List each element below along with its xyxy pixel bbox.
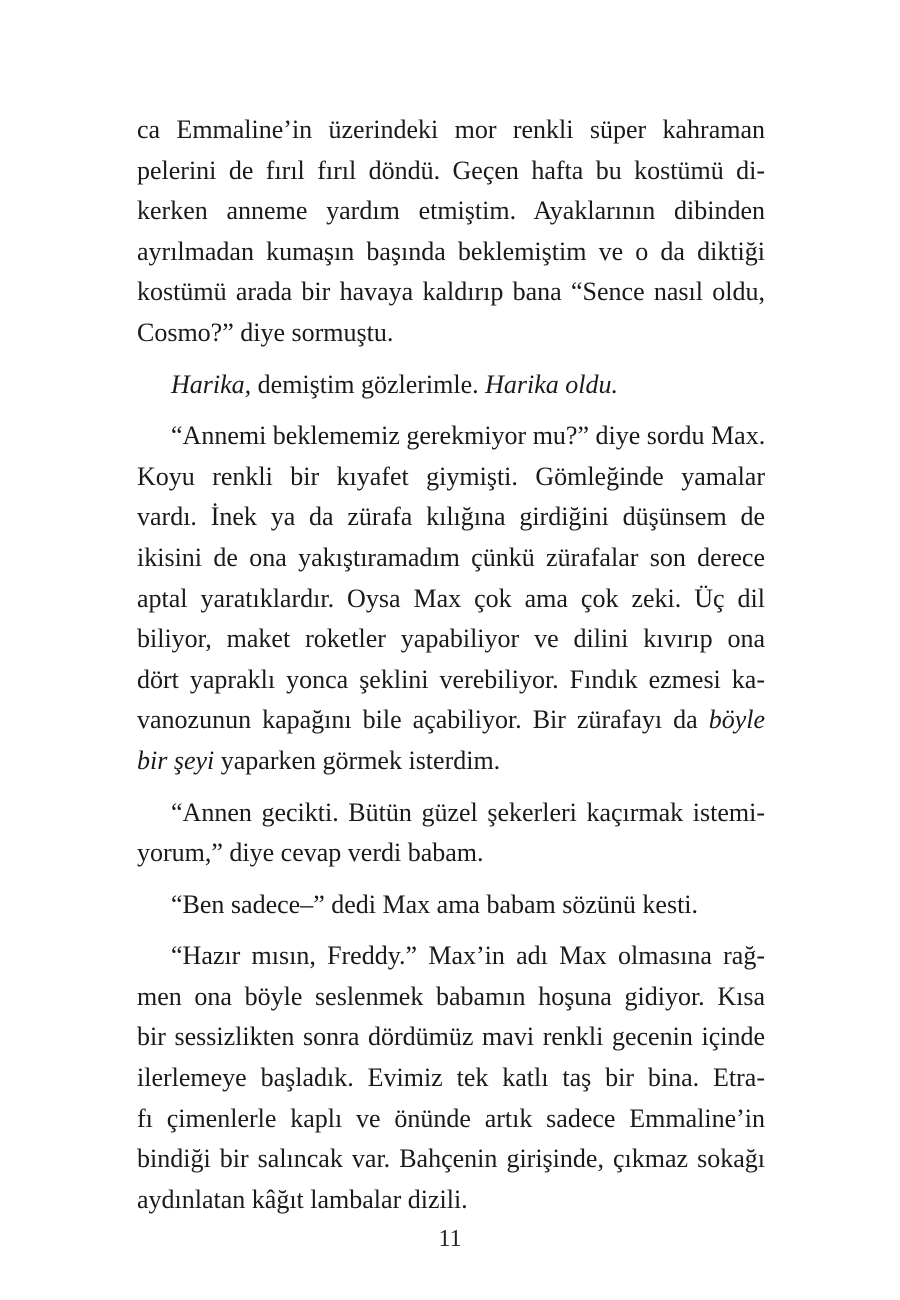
text-run: biliyor, maket roketler yapabiliyor ve dilini kıvırıp ona xyxy=(137,624,765,654)
text-run: aptal yaratıklardır. Oysa Max çok ama çok zeki. Üç dil xyxy=(137,583,765,613)
text-run: yaparken görmek isterdim. xyxy=(214,745,501,775)
text-run: Cosmo?” diye sormuştu. xyxy=(137,317,394,347)
text-run: Koyu renkli bir kıyafet giymişti. Gömleğinde yamalar xyxy=(137,461,765,491)
text-line xyxy=(137,619,765,660)
text-line xyxy=(137,977,765,1018)
text-line xyxy=(137,833,765,874)
italic-text: Harika oldu. xyxy=(485,369,619,399)
text-run: demiştim gözlerimle. xyxy=(251,369,486,399)
text-run: kostümü arada bir havaya kaldırıp bana “Sence nasıl oldu, xyxy=(137,277,765,307)
text-line xyxy=(137,1180,765,1221)
text-line xyxy=(137,1058,765,1099)
text-run: kerken anneme yardım etmiştim. Ayaklarının dibinden xyxy=(137,196,765,226)
page-number: 11 xyxy=(438,1226,462,1252)
page-body xyxy=(137,110,765,1231)
text-run: ayrılmadan kumaşın başında beklemiştim ve o da diktiği xyxy=(137,236,765,266)
text-line xyxy=(137,151,765,192)
paragraph xyxy=(137,936,765,1220)
text-run: dört yapraklı yonca şeklini verebiliyor. Fındık ezmesi ka- xyxy=(137,664,765,694)
text-line xyxy=(137,700,765,741)
paragraph xyxy=(137,365,765,406)
text-run: “Annen gecikti. Bütün güzel şekerleri kaçırmak istemi- xyxy=(171,797,765,827)
paragraph xyxy=(137,885,765,926)
text-run: bir sessizlikten sonra dördümüz mavi renkli gecenin içinde xyxy=(137,1022,765,1052)
text-line xyxy=(137,793,765,834)
text-run: bindiği bir salıncak var. Bahçenin girişinde, çıkmaz sokağı xyxy=(137,1144,765,1174)
text-line xyxy=(137,538,765,579)
text-line xyxy=(137,272,765,313)
text-run: “Ben sadece–” dedi Max ama babam sözünü kesti. xyxy=(171,889,699,919)
text-run: vanozunun kapağını bile açabiliyor. Bir zürafayı da xyxy=(137,705,709,735)
text-line xyxy=(137,936,765,977)
paragraph xyxy=(137,110,765,354)
text-run: yorum,” diye cevap verdi babam. xyxy=(137,838,484,868)
italic-text: Harika, xyxy=(171,369,252,399)
text-run: “Annemi beklememiz gerekmiyor mu?” diye sordu Max. xyxy=(171,421,766,451)
italic-text: bir şeyi xyxy=(137,745,215,775)
text-line xyxy=(137,1139,765,1180)
text-line xyxy=(137,416,765,457)
text-line xyxy=(137,110,765,151)
italic-text: böyle xyxy=(708,705,765,735)
text-line xyxy=(137,365,765,406)
text-line xyxy=(137,741,765,782)
text-line xyxy=(137,497,765,538)
text-line xyxy=(137,579,765,620)
text-run: “Hazır mısın, Freddy.” Max’in adı Max olmasına rağ- xyxy=(171,941,765,971)
text-run: fı çimenlerle kaplı ve önünde artık sadece Emmaline’in xyxy=(137,1103,765,1133)
text-run: pelerini de fırıl fırıl döndü. Geçen hafta bu kostümü di- xyxy=(137,155,765,185)
text-line xyxy=(137,1017,765,1058)
text-run: men ona böyle seslenmek babamın hoşuna gidiyor. Kısa xyxy=(137,981,765,1011)
paragraph xyxy=(137,793,765,874)
text-line xyxy=(137,191,765,232)
text-line xyxy=(137,660,765,701)
text-run: ikisini de ona yakıştıramadım çünkü zürafalar son derece xyxy=(137,542,765,572)
text-line xyxy=(137,885,765,926)
text-run: ca Emmaline’in üzerindeki mor renkli süper kahraman xyxy=(137,115,765,144)
text-line xyxy=(137,1099,765,1140)
text-run: vardı. İnek ya da zürafa kılığına girdiğini düşünsem de xyxy=(137,502,765,532)
text-run: aydınlatan kâğıt lambalar dizili. xyxy=(137,1184,468,1214)
text-line xyxy=(137,232,765,273)
text-line xyxy=(137,457,765,498)
text-line xyxy=(137,313,765,354)
paragraph xyxy=(137,416,765,781)
text-run: ilerlemeye başladık. Evimiz tek katlı taş bir bina. Etra- xyxy=(137,1063,765,1093)
